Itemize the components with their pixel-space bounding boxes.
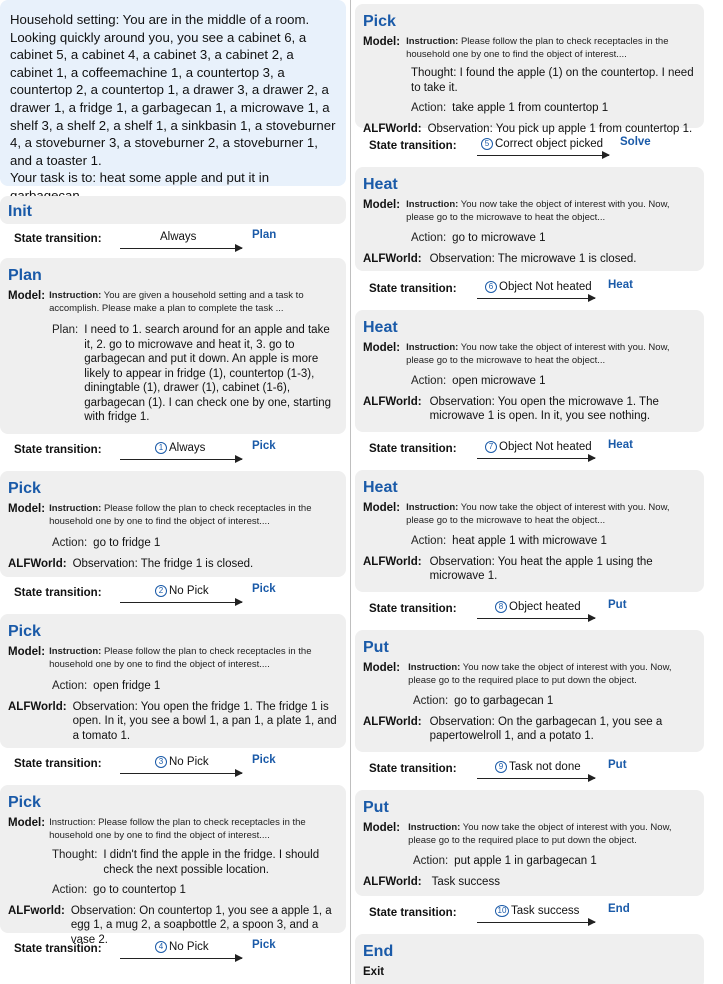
observation-text: Observation: On countertop 1, you see a apple 1, a egg 1, a mug 2, a soapbottle 2, a spoon 3, and a vase 2. (70, 904, 332, 946)
state-transition-label: State transition: (369, 443, 457, 455)
action-field (411, 101, 696, 116)
transition-next-state: Heat (608, 279, 633, 291)
transition-text: No Pick (169, 941, 209, 953)
transition-1 (0, 437, 346, 463)
pick-box-2 (0, 614, 346, 748)
model-label: Model: (363, 342, 401, 354)
action-label: Action: (52, 680, 88, 692)
model-label: Model: (8, 290, 46, 302)
transition-text: Task not done (509, 761, 581, 773)
thought-label: Thought: (52, 849, 98, 861)
model-label: Model: (363, 502, 401, 514)
transition-arrow (120, 602, 242, 603)
transition-label (481, 138, 603, 150)
transition-next-state: Pick (252, 440, 276, 452)
state-transition-label: State transition: (14, 233, 102, 245)
task-goal-text: Your task is to: heat some apple and put it in (10, 170, 270, 186)
transition-arrow (477, 458, 595, 459)
alfworld-label: ALFWorld: (363, 252, 422, 265)
heat-box-2 (355, 310, 704, 432)
plan-label: Plan: (52, 324, 79, 336)
column-divider (350, 0, 351, 984)
transition-next-state: Pick (252, 583, 276, 595)
pick-instruction (49, 645, 338, 671)
step-number-badge: 10 (495, 905, 509, 917)
alfworld-label: ALFWorld: (8, 557, 67, 570)
action-label: Action: (411, 232, 447, 244)
end-exit-text: Exit (363, 966, 385, 978)
model-label: Model: (8, 817, 46, 829)
instruction-label: Instruction: (408, 662, 461, 673)
init-title: Init (8, 203, 32, 220)
state-transition-label: State transition: (369, 140, 457, 152)
heat-instruction (406, 501, 696, 527)
transition-arrow (477, 778, 595, 779)
action-text: go to fridge 1 (93, 537, 161, 549)
transition-3 (0, 751, 346, 777)
action-field (411, 534, 696, 549)
transition-9 (355, 756, 704, 782)
instruction-label: Instruction: (406, 502, 459, 513)
action-text: go to garbagecan 1 (454, 695, 554, 707)
plan-instruction (49, 289, 338, 315)
thought-text: I didn't find the apple in the fridge. I should check the next possible location. (103, 849, 320, 876)
transition-7 (355, 436, 704, 462)
observation-text: Observation: You open the fridge 1. The fridge 1 is open. In it, you see a bowl 1, a pan 1, a plate 1, and a tomato 1. (72, 700, 337, 742)
transition-text: No Pick (169, 756, 209, 768)
heat-title: Heat (363, 319, 398, 336)
action-label: Action: (413, 695, 449, 707)
transition-arrow (120, 248, 242, 249)
state-transition-label: State transition: (369, 603, 457, 615)
task-setting-text: Household setting: You are in the middle of a room. Looking quickly around you, you see a cabinet 6, a cabinet 5, a cabinet 4, a cabinet 3, a cabinet 2, a cabinet 1, a coffeemachine 1, a countertop 3, a countertop 2, a countertop 1, a drawer 3, a drawer 2, a drawer 1, a fridge 1, a garbagecan 1, a microwave 1, a shelf 3, a shelf 2, a shelf 1, a sinkbasin 1, a stoveburner 4, a stoveburner 3, a stoveburner 2, a stoveburner 1, and a toaster 1. (10, 12, 336, 168)
alfworld-label: ALFWorld: (363, 875, 422, 888)
task-description (0, 0, 346, 186)
transition-label (495, 761, 581, 773)
instruction-label: Instruction: (49, 290, 102, 301)
transition-next-state: Put (608, 599, 627, 611)
instruction-label: Instruction: (406, 199, 459, 210)
transition-10 (355, 900, 704, 926)
instruction-label: Instruction: (408, 822, 461, 833)
transition-next-state: Pick (252, 754, 276, 766)
instruction-text: You now take the object of interest with you. Now, please go to the microwave to heat the object... (406, 502, 670, 526)
pick-title: Pick (8, 794, 41, 811)
instruction-text: Please follow the plan to check receptacles in the household one by one to find the object of interest.... (49, 503, 312, 527)
observation-text: Observation: You open the microwave 1. The microwave 1 is open. In it, you see nothing. (429, 395, 659, 422)
observation-text: Observation: The fridge 1 is closed. (72, 557, 254, 570)
instruction-label: Instruction: (49, 503, 102, 514)
transition-next-state: End (608, 903, 630, 915)
action-field (52, 679, 338, 694)
right-column (355, 0, 704, 984)
heat-instruction (406, 341, 696, 367)
instruction-label: Instruction: (406, 342, 459, 353)
observation-text: Task success (431, 875, 500, 888)
put-instruction (408, 821, 696, 847)
end-title: End (363, 943, 394, 960)
observation-text: Observation: On the garbagecan 1, you see a papertowelroll 1, and a potato 1. (429, 715, 663, 742)
instruction-text: Please follow the plan to check receptacles in the household one by one to find the object of interest.... (49, 646, 312, 670)
init-box (0, 196, 346, 224)
pick-title: Pick (363, 13, 396, 30)
pick-instruction (49, 816, 338, 842)
action-field (413, 854, 696, 869)
transition-init (0, 226, 346, 252)
transition-arrow (477, 922, 595, 923)
step-number-badge: 7 (485, 441, 497, 453)
transition-2 (0, 580, 346, 606)
action-text: open fridge 1 (93, 680, 161, 692)
observation-text: Observation: You heat the apple 1 using the microwave 1. (429, 555, 653, 582)
action-label: Action: (413, 855, 449, 867)
transition-label (155, 756, 209, 768)
transition-label (155, 941, 209, 953)
instruction-text: You now take the object of interest with you. Now, please go to the required place to put down the object. (408, 662, 672, 686)
transition-text: Always (169, 442, 206, 454)
pick-instruction (406, 35, 696, 61)
model-label: Model: (363, 36, 401, 48)
alfworld-label: ALFWorld: (8, 700, 67, 713)
pick-box-4 (355, 4, 704, 135)
action-field (413, 694, 696, 709)
state-transition-label: State transition: (369, 763, 457, 775)
pick-title: Pick (8, 623, 41, 640)
step-number-badge: 3 (155, 756, 167, 768)
alfworld-label: ALFWorld: (363, 555, 422, 568)
transition-label (495, 601, 581, 613)
instruction-label: Instruction: (406, 36, 459, 47)
transition-label (155, 585, 209, 597)
observation-text: Observation: You pick up apple 1 from countertop 1. (427, 122, 693, 135)
instruction-text: Please follow the plan to check receptacles in the household one by one to find the object of interest.... (49, 817, 306, 841)
transition-text: Object Not heated (499, 281, 592, 293)
instruction-text: You now take the object of interest with you. Now, please go to the microwave to heat the object... (406, 199, 670, 223)
transition-text: Correct object picked (495, 138, 604, 150)
transition-8 (355, 596, 704, 622)
transition-arrow (120, 773, 242, 774)
transition-next-state: Put (608, 759, 627, 771)
transition-text: Object heated (509, 601, 581, 613)
instruction-label: Instruction: (49, 817, 96, 828)
model-label: Model: (363, 199, 401, 211)
pick-box-3 (0, 785, 346, 946)
transition-next-state: Heat (608, 439, 633, 451)
action-text: go to microwave 1 (452, 232, 546, 244)
transition-text: No Pick (169, 585, 209, 597)
action-label: Action: (52, 884, 88, 896)
end-box (355, 934, 704, 984)
observation-text: Observation: The microwave 1 is closed. (429, 252, 637, 265)
state-transition-label: State transition: (14, 943, 102, 955)
transition-arrow (477, 298, 595, 299)
transition-next-state: Solve (620, 136, 651, 148)
left-column (0, 0, 346, 962)
transition-label (485, 281, 592, 293)
transition-arrow (120, 958, 242, 959)
transition-arrow (120, 459, 242, 460)
alfworld-label: ALFworld: (8, 904, 65, 917)
transition-label (155, 442, 205, 454)
instruction-text: You now take the object of interest with you. Now, please go to the required place to put down the object. (408, 822, 672, 846)
step-number-badge: 1 (155, 442, 167, 454)
put-title: Put (363, 799, 389, 816)
heat-title: Heat (363, 176, 398, 193)
thought-field (411, 66, 696, 95)
thought-field (52, 848, 338, 877)
transition-5 (355, 133, 704, 159)
put-title: Put (363, 639, 389, 656)
action-field (52, 883, 338, 898)
put-box-2 (355, 790, 704, 896)
alfworld-label: ALFWorld: (363, 715, 422, 728)
action-field (52, 536, 338, 551)
transition-text: Task success (511, 905, 580, 917)
action-text: put apple 1 in garbagecan 1 (454, 855, 597, 867)
step-number-badge: 8 (495, 601, 507, 613)
step-number-badge: 4 (155, 941, 167, 953)
plan-box (0, 258, 346, 434)
alfworld-label: ALFWorld: (363, 395, 422, 408)
transition-label (485, 441, 592, 453)
action-label: Action: (411, 102, 447, 114)
instruction-text: You now take the object of interest with you. Now, please go to the microwave to heat the object... (406, 342, 670, 366)
action-label: Action: (52, 537, 88, 549)
transition-next-state: Pick (252, 939, 276, 951)
transition-6 (355, 276, 704, 302)
transition-4 (0, 936, 346, 962)
step-number-badge: 6 (485, 281, 497, 293)
model-label: Model: (363, 822, 401, 834)
step-number-badge: 2 (155, 585, 167, 597)
step-number-badge: 9 (495, 761, 507, 773)
plan-field (52, 323, 338, 425)
transition-label (495, 905, 579, 917)
transition-arrow (477, 155, 609, 156)
state-transition-label: State transition: (14, 758, 102, 770)
plan-text: I need to 1. search around for an apple and take it, 2. go to microwave and heat it, 3. go to garbagecan and put it down. An apple is more likely to appear in fridge (1), countertop (1-3), diningtable (1), drawer (1), cabinet (1-6), garbagecan (1). I can check one by one, starting with fridge 1. (84, 324, 331, 423)
action-text: open microwave 1 (452, 375, 546, 387)
model-label: Model: (363, 662, 401, 674)
heat-box-1 (355, 167, 704, 271)
heat-instruction (406, 198, 696, 224)
state-transition-label: State transition: (14, 444, 102, 456)
action-label: Action: (411, 375, 447, 387)
state-transition-label: State transition: (14, 587, 102, 599)
pick-box-1 (0, 471, 346, 577)
pick-instruction (49, 502, 338, 528)
heat-title: Heat (363, 479, 398, 496)
model-label: Model: (8, 646, 46, 658)
instruction-text: Please follow the plan to check receptacles in the household one by one to find the object of interest.... (406, 36, 669, 60)
instruction-label: Instruction: (49, 646, 102, 657)
step-number-badge: 5 (481, 138, 493, 150)
put-box-1 (355, 630, 704, 752)
action-text: go to countertop 1 (93, 884, 186, 896)
pick-title: Pick (8, 480, 41, 497)
action-field (411, 231, 696, 246)
plan-title: Plan (8, 267, 42, 284)
put-instruction (408, 661, 696, 687)
transition-next-state: Plan (252, 229, 277, 241)
alfworld-label: ALFWorld: (363, 122, 422, 135)
transition-label: Always (160, 231, 197, 243)
thought-text: Thought: I found the apple (1) on the countertop. I need to take it. (411, 67, 694, 94)
action-text: take apple 1 from countertop 1 (452, 102, 609, 114)
action-text: heat apple 1 with microwave 1 (452, 535, 607, 547)
state-transition-label: State transition: (369, 283, 457, 295)
action-label: Action: (411, 535, 447, 547)
heat-box-3 (355, 470, 704, 592)
instruction-text: You are given a household setting and a task to accomplish. Please make a plan to complete the task ... (49, 290, 304, 314)
transition-arrow (477, 618, 595, 619)
state-transition-label: State transition: (369, 907, 457, 919)
transition-text: Object Not heated (499, 441, 592, 453)
model-label: Model: (8, 503, 46, 515)
action-field (411, 374, 696, 389)
